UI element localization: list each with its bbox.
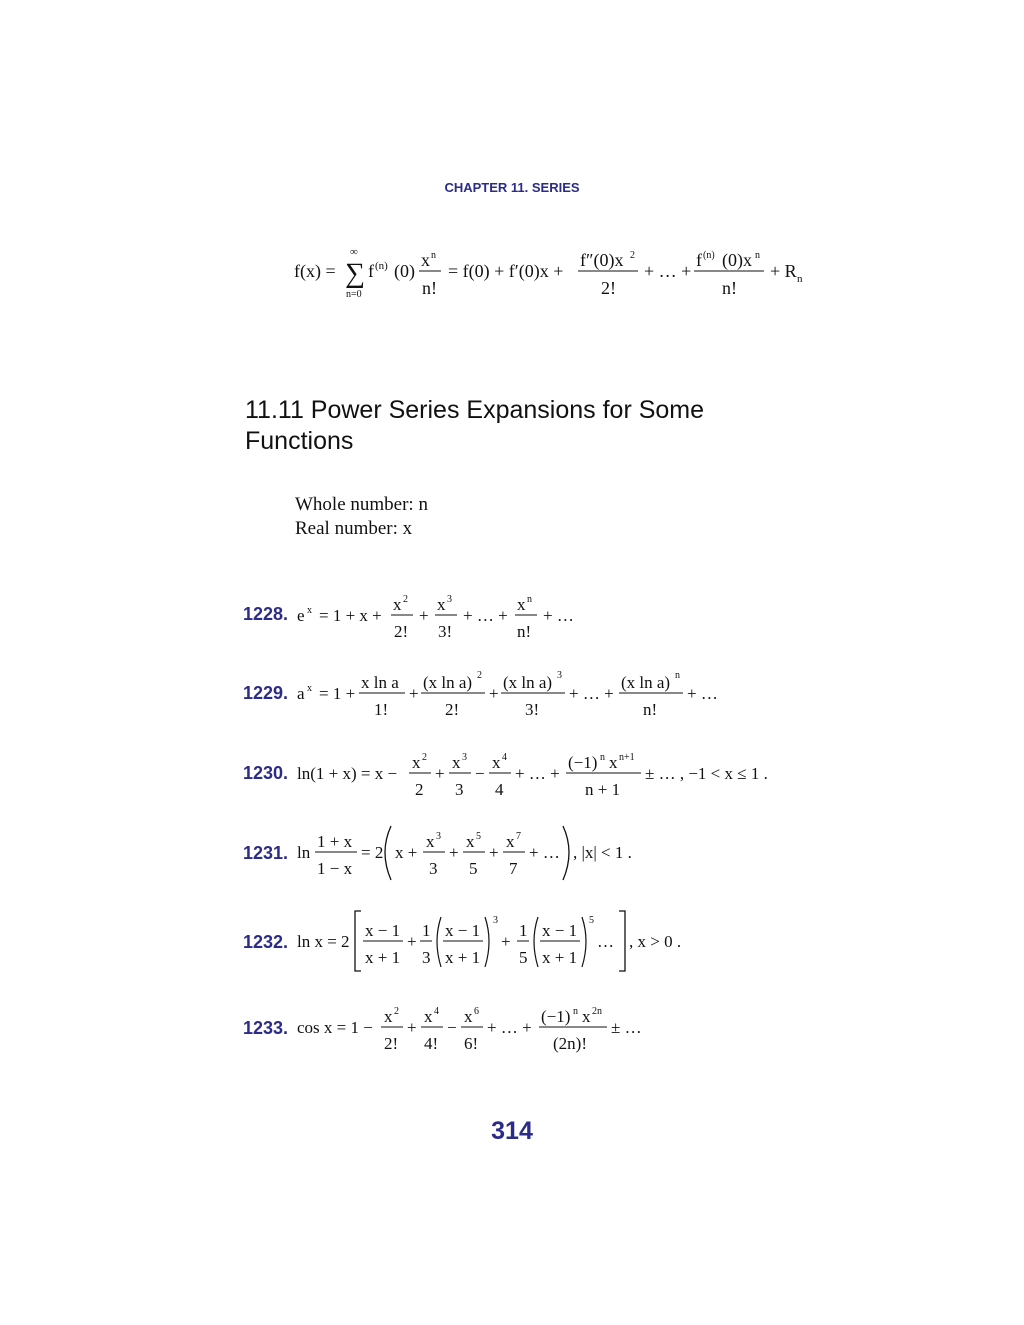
svg-text:∞: ∞	[350, 246, 358, 258]
svg-text:5: 5	[519, 948, 528, 967]
svg-text:1 + x: 1 + x	[317, 832, 353, 851]
svg-text:+ … +: + … +	[515, 764, 560, 783]
svg-text:x: x	[412, 753, 421, 772]
taylor-formula	[290, 240, 820, 310]
variables-block	[295, 493, 428, 541]
svg-text:5: 5	[589, 915, 594, 926]
svg-text:x − 1: x − 1	[445, 921, 481, 940]
svg-text:4: 4	[502, 752, 507, 763]
svg-text:2n: 2n	[592, 1006, 602, 1017]
svg-text:3: 3	[557, 670, 562, 681]
svg-text:4!: 4!	[424, 1034, 439, 1053]
svg-text:f(x) =: f(x) =	[294, 261, 336, 281]
equation-number-1232: 1232.	[243, 932, 289, 952]
svg-text:x: x	[452, 753, 461, 772]
section-title: 11.11 Power Series Expansions for Some Functions	[245, 396, 705, 455]
svg-text:cos x = 1 −: cos x = 1 −	[297, 1018, 373, 1037]
svg-text:2!: 2!	[394, 622, 409, 641]
whole-number-label: Whole number: n	[295, 494, 428, 515]
svg-text:7: 7	[509, 859, 518, 878]
svg-text:n: n	[797, 273, 803, 285]
svg-text:ln: ln	[297, 843, 311, 862]
svg-text:= f(0) + f′(0)x +: = f(0) + f′(0)x +	[448, 261, 564, 281]
svg-text:1: 1	[422, 921, 431, 940]
svg-text:x + 1: x + 1	[365, 948, 401, 967]
svg-text:x + 1: x + 1	[542, 948, 578, 967]
svg-text:(x ln a): (x ln a)	[503, 673, 553, 692]
svg-text:3: 3	[422, 948, 431, 967]
svg-text:∑: ∑	[345, 258, 365, 289]
svg-text:6!: 6!	[464, 1034, 479, 1053]
page-number: 314	[491, 1117, 533, 1145]
svg-text:2!: 2!	[601, 278, 616, 298]
svg-text:x: x	[421, 250, 430, 270]
svg-text:4: 4	[495, 780, 504, 799]
svg-text:+: +	[409, 684, 419, 703]
svg-text:+: +	[501, 932, 511, 951]
svg-text:x: x	[492, 753, 501, 772]
svg-text:± …: ± …	[611, 1018, 642, 1037]
svg-text:2: 2	[630, 250, 635, 261]
svg-text:x: x	[609, 753, 618, 772]
svg-text:n: n	[527, 594, 532, 605]
svg-text:x: x	[466, 832, 475, 851]
svg-text:(n): (n)	[703, 250, 715, 261]
svg-text:x: x	[424, 1007, 433, 1026]
svg-text:(−1): (−1)	[568, 753, 598, 772]
svg-text:−: −	[475, 764, 485, 783]
svg-text:f: f	[696, 250, 702, 270]
formula-1230	[295, 744, 795, 804]
svg-text:x: x	[437, 595, 446, 614]
svg-text:3: 3	[436, 831, 441, 842]
svg-text:2: 2	[403, 594, 408, 605]
svg-text:, |x| < 1 .: , |x| < 1 .	[573, 843, 632, 862]
svg-text:+ … +: + … +	[644, 261, 692, 281]
svg-text:n: n	[573, 1006, 578, 1017]
svg-text:…: …	[597, 932, 614, 951]
equation-number-1233: 1233.	[243, 1018, 289, 1038]
svg-text:(−1): (−1)	[541, 1007, 571, 1026]
svg-text:+ R: + R	[770, 261, 797, 281]
svg-text:x: x	[506, 832, 515, 851]
svg-text:7: 7	[516, 831, 521, 842]
svg-text:x +: x +	[395, 843, 418, 862]
svg-text:3: 3	[462, 752, 467, 763]
svg-text:(x ln a): (x ln a)	[621, 673, 671, 692]
svg-text:, x > 0 .: , x > 0 .	[629, 932, 682, 951]
svg-text:n: n	[431, 250, 436, 261]
svg-text:x: x	[393, 595, 402, 614]
svg-text:+ … +: + … +	[569, 684, 614, 703]
svg-text:(2n)!: (2n)!	[553, 1034, 587, 1053]
svg-text:± … , −1 < x ≤ 1 .: ± … , −1 < x ≤ 1 .	[645, 764, 768, 783]
svg-text:+: +	[449, 843, 459, 862]
svg-text:3: 3	[447, 594, 452, 605]
svg-text:ln x = 2: ln x = 2	[297, 932, 350, 951]
svg-text:3!: 3!	[525, 700, 540, 719]
svg-text:1 − x: 1 − x	[317, 859, 353, 878]
formula-1232	[295, 905, 715, 977]
equation-number-1228: 1228.	[243, 604, 289, 624]
svg-text:4: 4	[434, 1006, 439, 1017]
svg-text:x + 1: x + 1	[445, 948, 481, 967]
svg-text:n!: n!	[722, 278, 737, 298]
svg-text:5: 5	[469, 859, 478, 878]
svg-text:1: 1	[519, 921, 528, 940]
svg-text:+ …: + …	[543, 606, 574, 625]
svg-text:−: −	[447, 1018, 457, 1037]
svg-text:(0): (0)	[394, 261, 415, 281]
svg-text:x: x	[517, 595, 526, 614]
svg-text:+: +	[489, 684, 499, 703]
svg-text:n: n	[675, 670, 680, 681]
formula-1228	[295, 588, 595, 644]
svg-text:+ … +: + … +	[463, 606, 508, 625]
svg-text:f: f	[368, 261, 374, 281]
svg-text:n!: n!	[422, 278, 437, 298]
svg-text:2!: 2!	[445, 700, 460, 719]
real-number-label: Real number: x	[295, 518, 413, 539]
svg-text:x: x	[384, 1007, 393, 1026]
svg-text:2: 2	[477, 670, 482, 681]
svg-text:2!: 2!	[384, 1034, 399, 1053]
svg-text:f″(0)x: f″(0)x	[580, 250, 624, 270]
svg-text:n: n	[600, 752, 605, 763]
formula-1229	[295, 664, 735, 724]
svg-text:3: 3	[429, 859, 438, 878]
equation-number-1231: 1231.	[243, 843, 289, 863]
svg-text:e: e	[297, 606, 305, 625]
svg-text:x ln a: x ln a	[361, 673, 399, 692]
svg-text:+: +	[407, 1018, 417, 1037]
svg-text:n+1: n+1	[619, 752, 635, 763]
svg-text:n + 1: n + 1	[585, 780, 621, 799]
svg-text:+ … +: + … +	[487, 1018, 532, 1037]
svg-text:= 1 +: = 1 +	[319, 684, 356, 703]
svg-text:+ …: + …	[687, 684, 718, 703]
svg-text:+: +	[419, 606, 429, 625]
chapter-header: CHAPTER 11. SERIES	[444, 180, 580, 195]
formula-1233	[295, 998, 655, 1060]
svg-text:(0)x: (0)x	[722, 250, 752, 270]
equation-number-1230: 1230.	[243, 763, 289, 783]
equation-number-1229: 1229.	[243, 683, 289, 703]
svg-text:x: x	[307, 683, 312, 694]
svg-text:(n): (n)	[375, 260, 388, 272]
svg-text:2: 2	[394, 1006, 399, 1017]
formula-1231	[295, 820, 655, 886]
svg-text:3: 3	[455, 780, 464, 799]
svg-text:n=0: n=0	[346, 289, 362, 300]
svg-text:= 1 + x +: = 1 + x +	[319, 606, 382, 625]
svg-text:ln(1 + x) = x −: ln(1 + x) = x −	[297, 764, 398, 783]
svg-text:n!: n!	[517, 622, 532, 641]
svg-text:x − 1: x − 1	[365, 921, 401, 940]
svg-text:+ …: + …	[529, 843, 560, 862]
svg-text:x: x	[307, 605, 312, 616]
svg-text:x − 1: x − 1	[542, 921, 578, 940]
svg-text:3!: 3!	[438, 622, 453, 641]
svg-text:+: +	[435, 764, 445, 783]
svg-text:2: 2	[422, 752, 427, 763]
svg-text:n!: n!	[643, 700, 658, 719]
svg-text:n: n	[755, 250, 760, 261]
svg-text:5: 5	[476, 831, 481, 842]
svg-text:(x ln a): (x ln a)	[423, 673, 473, 692]
svg-text:x: x	[426, 832, 435, 851]
svg-text:+: +	[489, 843, 499, 862]
svg-text:a: a	[297, 684, 305, 703]
svg-text:= 2: = 2	[361, 843, 384, 862]
svg-text:3: 3	[493, 915, 498, 926]
svg-text:x: x	[464, 1007, 473, 1026]
svg-text:x: x	[582, 1007, 591, 1026]
svg-text:1!: 1!	[374, 700, 389, 719]
svg-text:6: 6	[474, 1006, 479, 1017]
svg-text:2: 2	[415, 780, 424, 799]
svg-text:+: +	[407, 932, 417, 951]
